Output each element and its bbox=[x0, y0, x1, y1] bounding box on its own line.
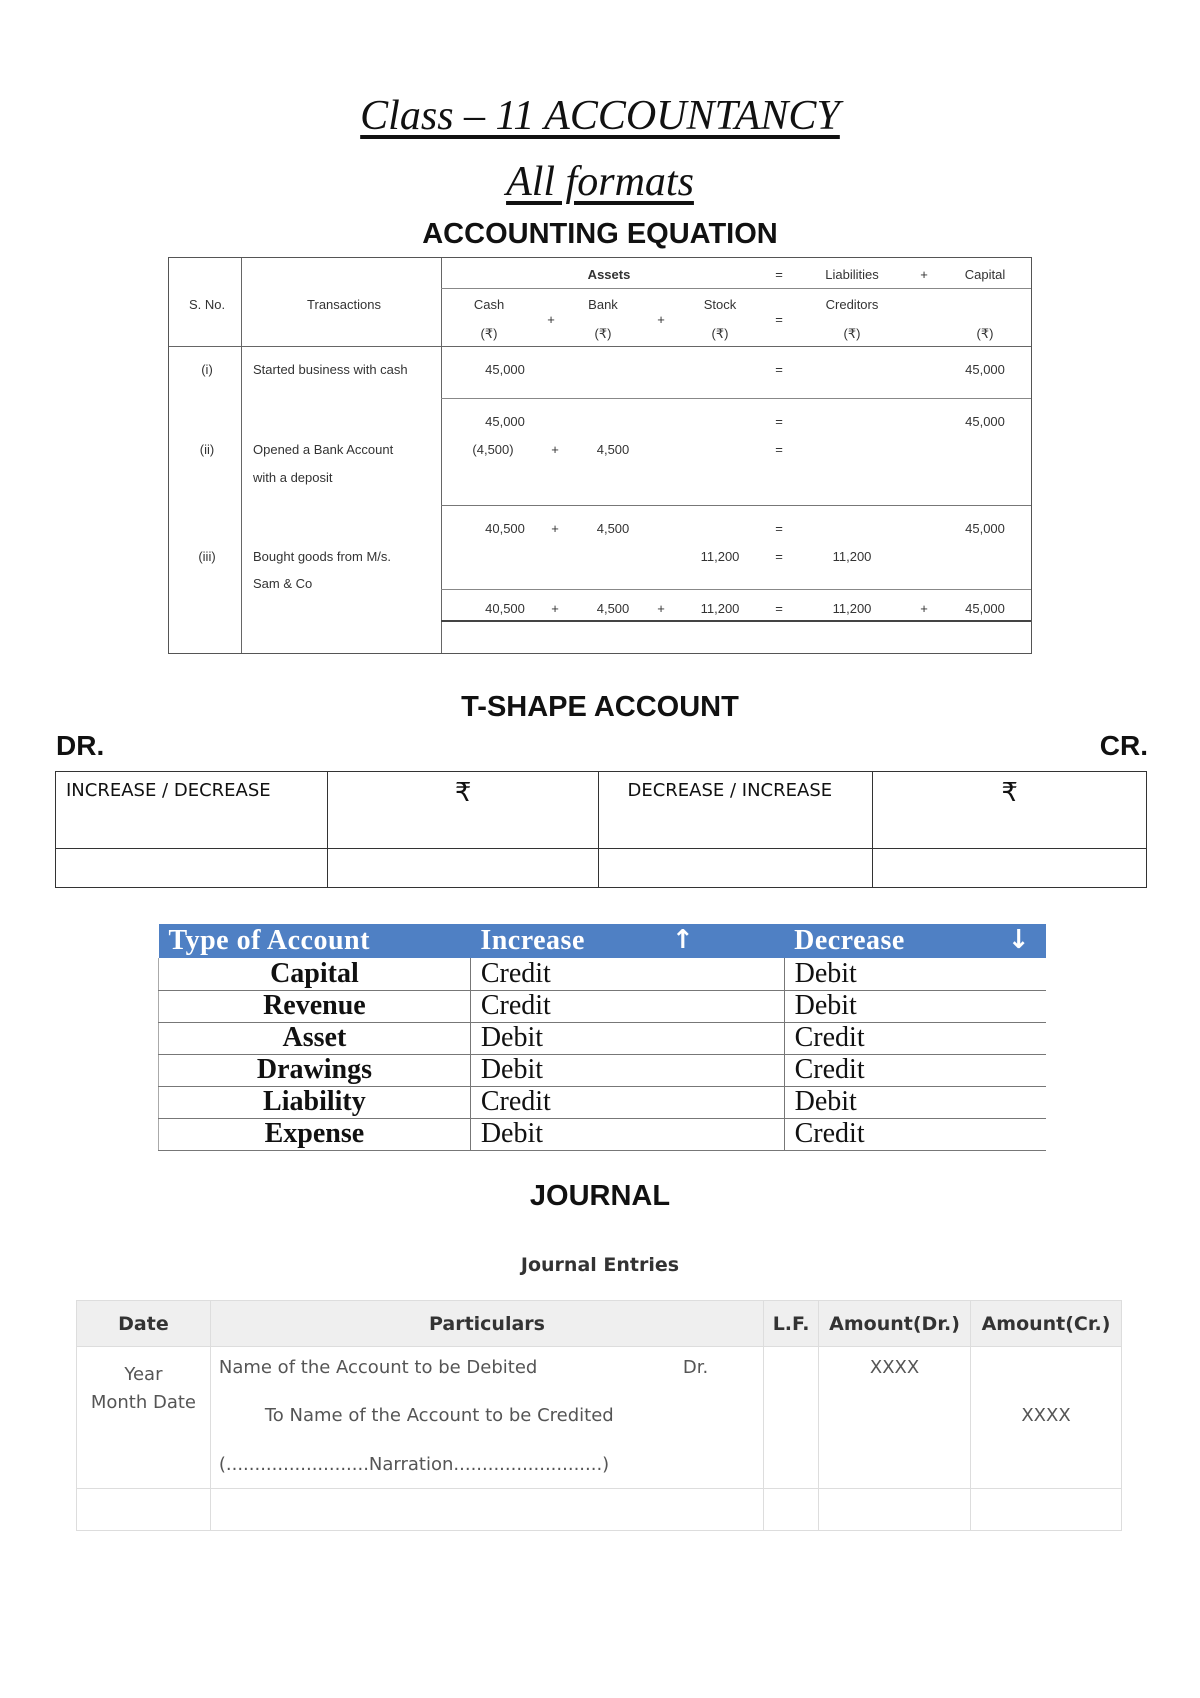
cash-value: 45,000 bbox=[485, 414, 525, 429]
rupee-unit: (₹) bbox=[711, 326, 729, 341]
account-types-table bbox=[158, 924, 1046, 1151]
table-divider bbox=[441, 505, 1031, 506]
capital-value: 45,000 bbox=[965, 362, 1005, 377]
amount-dr-header: Amount(Dr.) bbox=[819, 1301, 971, 1347]
t-shape-account-table bbox=[55, 771, 1147, 888]
increase-effect: Debit bbox=[470, 1054, 784, 1086]
decrease-effect: Credit bbox=[784, 1022, 1046, 1054]
total-cash: 40,500 bbox=[485, 601, 525, 616]
amount-dr-value: XXXX bbox=[819, 1347, 971, 1489]
cash-value: (4,500) bbox=[472, 442, 514, 457]
debit-label-cell: INCREASE / DECREASE bbox=[56, 772, 328, 849]
decrease-effect: Credit bbox=[784, 1118, 1046, 1150]
dr-mark: Dr. bbox=[682, 1357, 709, 1378]
plus-sign: + bbox=[551, 601, 559, 616]
lf-cell bbox=[764, 1347, 819, 1489]
transactions-header: Transactions bbox=[307, 297, 381, 312]
accounting-equation-table bbox=[168, 257, 1032, 654]
assets-header: Assets bbox=[587, 267, 631, 282]
capital-value: 45,000 bbox=[965, 521, 1005, 536]
accounting-equation-heading: ACCOUNTING EQUATION bbox=[422, 218, 778, 250]
equals-sign: = bbox=[775, 442, 783, 457]
empty-cell bbox=[819, 1489, 971, 1531]
page-title: Class – 11 ACCOUNTANCY bbox=[360, 93, 840, 139]
liabilities-header: Liabilities bbox=[825, 267, 879, 282]
cash-header: Cash bbox=[473, 297, 505, 312]
journal-entries-caption: Journal Entries bbox=[520, 1254, 680, 1276]
creditors-header: Creditors bbox=[825, 297, 879, 312]
empty-cell bbox=[873, 849, 1147, 888]
empty-cell bbox=[210, 1489, 763, 1531]
account-type: Revenue bbox=[159, 990, 471, 1022]
table-divider bbox=[441, 258, 442, 653]
bank-value: 4,500 bbox=[596, 442, 630, 457]
total-bank: 4,500 bbox=[596, 601, 630, 616]
table-divider bbox=[441, 589, 1031, 590]
table-divider bbox=[441, 398, 1031, 399]
equals-sign: = bbox=[775, 521, 783, 536]
rupee-unit: (₹) bbox=[843, 326, 861, 341]
debit-amount-header: ₹ bbox=[327, 772, 599, 849]
increase-effect: Debit bbox=[470, 1118, 784, 1150]
table-row bbox=[159, 1022, 1047, 1054]
transaction-text: Sam & Co bbox=[253, 576, 313, 591]
plus-sign: + bbox=[920, 601, 928, 616]
account-type: Capital bbox=[159, 958, 471, 990]
empty-cell bbox=[77, 1489, 211, 1531]
equals-sign: = bbox=[775, 362, 783, 377]
increase-effect: Credit bbox=[470, 990, 784, 1022]
table-row bbox=[159, 990, 1047, 1022]
bank-header: Bank bbox=[588, 297, 618, 312]
account-type: Liability bbox=[159, 1086, 471, 1118]
credit-side-label: CR. bbox=[1099, 730, 1148, 761]
cash-value: 45,000 bbox=[485, 362, 525, 377]
lf-header: L.F. bbox=[764, 1301, 819, 1347]
stock-header: Stock bbox=[703, 297, 737, 312]
stock-value: 11,200 bbox=[700, 549, 740, 564]
table-row bbox=[159, 1118, 1047, 1150]
table-row bbox=[159, 1086, 1047, 1118]
bank-value: 4,500 bbox=[596, 521, 630, 536]
empty-cell bbox=[327, 849, 599, 888]
transaction-text: with a deposit bbox=[253, 470, 333, 485]
account-type: Expense bbox=[159, 1118, 471, 1150]
empty-cell bbox=[56, 849, 328, 888]
table-divider bbox=[241, 258, 242, 653]
page-subtitle: All formats bbox=[506, 159, 694, 205]
rupee-unit: (₹) bbox=[594, 326, 612, 341]
row-number: (ii) bbox=[199, 442, 215, 457]
capital-header: Capital bbox=[964, 267, 1006, 282]
plus-sign: + bbox=[657, 601, 665, 616]
increase-effect: Debit bbox=[470, 1022, 784, 1054]
total-stock: 11,200 bbox=[700, 601, 740, 616]
amount-cr-header: Amount(Cr.) bbox=[971, 1301, 1122, 1347]
type-of-account-header: Type of Account bbox=[159, 924, 471, 958]
debit-account-line: Name of the Account to be Debited bbox=[218, 1357, 538, 1378]
equals-sign: = bbox=[775, 267, 783, 282]
credit-amount-header: ₹ bbox=[873, 772, 1147, 849]
t-shape-heading: T-SHAPE ACCOUNT bbox=[461, 691, 739, 723]
equals-sign: = bbox=[775, 601, 783, 616]
debit-side-label: DR. bbox=[56, 730, 105, 761]
sno-header: S. No. bbox=[188, 297, 226, 312]
row-number: (i) bbox=[201, 362, 213, 377]
credit-label-cell: DECREASE / INCREASE bbox=[599, 772, 873, 849]
amount-cr-value: XXXX bbox=[971, 1347, 1122, 1489]
creditors-value: 11,200 bbox=[832, 549, 872, 564]
particulars-header: Particulars bbox=[210, 1301, 763, 1347]
plus-sign: + bbox=[920, 267, 928, 282]
credit-account-line: To Name of the Account to be Credited bbox=[264, 1405, 614, 1426]
journal-table bbox=[76, 1300, 1122, 1531]
empty-cell bbox=[971, 1489, 1122, 1531]
plus-sign: + bbox=[551, 521, 559, 536]
transaction-text: Opened a Bank Account bbox=[253, 442, 394, 457]
decrease-effect: Debit bbox=[784, 958, 1046, 990]
plus-sign: + bbox=[551, 442, 559, 457]
arrow-down-icon: ↓ bbox=[1007, 925, 1030, 955]
empty-cell bbox=[599, 849, 873, 888]
equals-sign: = bbox=[775, 549, 783, 564]
date-header: Date bbox=[77, 1301, 211, 1347]
journal-heading: JOURNAL bbox=[529, 1180, 671, 1212]
decrease-effect: Credit bbox=[784, 1054, 1046, 1086]
rupee-unit: (₹) bbox=[976, 326, 994, 341]
increase-effect: Credit bbox=[470, 958, 784, 990]
equals-sign: = bbox=[775, 312, 783, 327]
narration-line: (.........................Narration..........................) bbox=[218, 1454, 610, 1475]
decrease-header: Decrease ↓ bbox=[784, 924, 1046, 958]
account-type: Asset bbox=[159, 1022, 471, 1054]
account-type: Drawings bbox=[159, 1054, 471, 1086]
arrow-up-icon: ↑ bbox=[671, 925, 695, 955]
transaction-text: Bought goods from M/s. bbox=[253, 549, 392, 564]
row-number: (iii) bbox=[198, 549, 216, 564]
table-divider bbox=[169, 346, 1031, 347]
total-capital: 45,000 bbox=[965, 601, 1005, 616]
journal-particulars bbox=[210, 1347, 763, 1489]
cash-value: 40,500 bbox=[485, 521, 525, 536]
table-divider bbox=[441, 288, 1031, 289]
capital-value: 45,000 bbox=[965, 414, 1005, 429]
table-row bbox=[159, 1054, 1047, 1086]
journal-date: Year Month Date bbox=[77, 1347, 211, 1489]
equals-sign: = bbox=[775, 414, 783, 429]
decrease-effect: Debit bbox=[784, 990, 1046, 1022]
empty-cell bbox=[764, 1489, 819, 1531]
transaction-text: Started business with cash bbox=[253, 362, 408, 377]
increase-effect: Credit bbox=[470, 1086, 784, 1118]
decrease-effect: Debit bbox=[784, 1086, 1046, 1118]
rupee-unit: (₹) bbox=[480, 326, 498, 341]
table-divider bbox=[441, 620, 1031, 622]
total-creditors: 11,200 bbox=[832, 601, 872, 616]
table-row bbox=[159, 958, 1047, 990]
plus-sign: + bbox=[657, 312, 665, 327]
plus-sign: + bbox=[547, 312, 555, 327]
increase-header: Increase ↑ bbox=[470, 924, 784, 958]
